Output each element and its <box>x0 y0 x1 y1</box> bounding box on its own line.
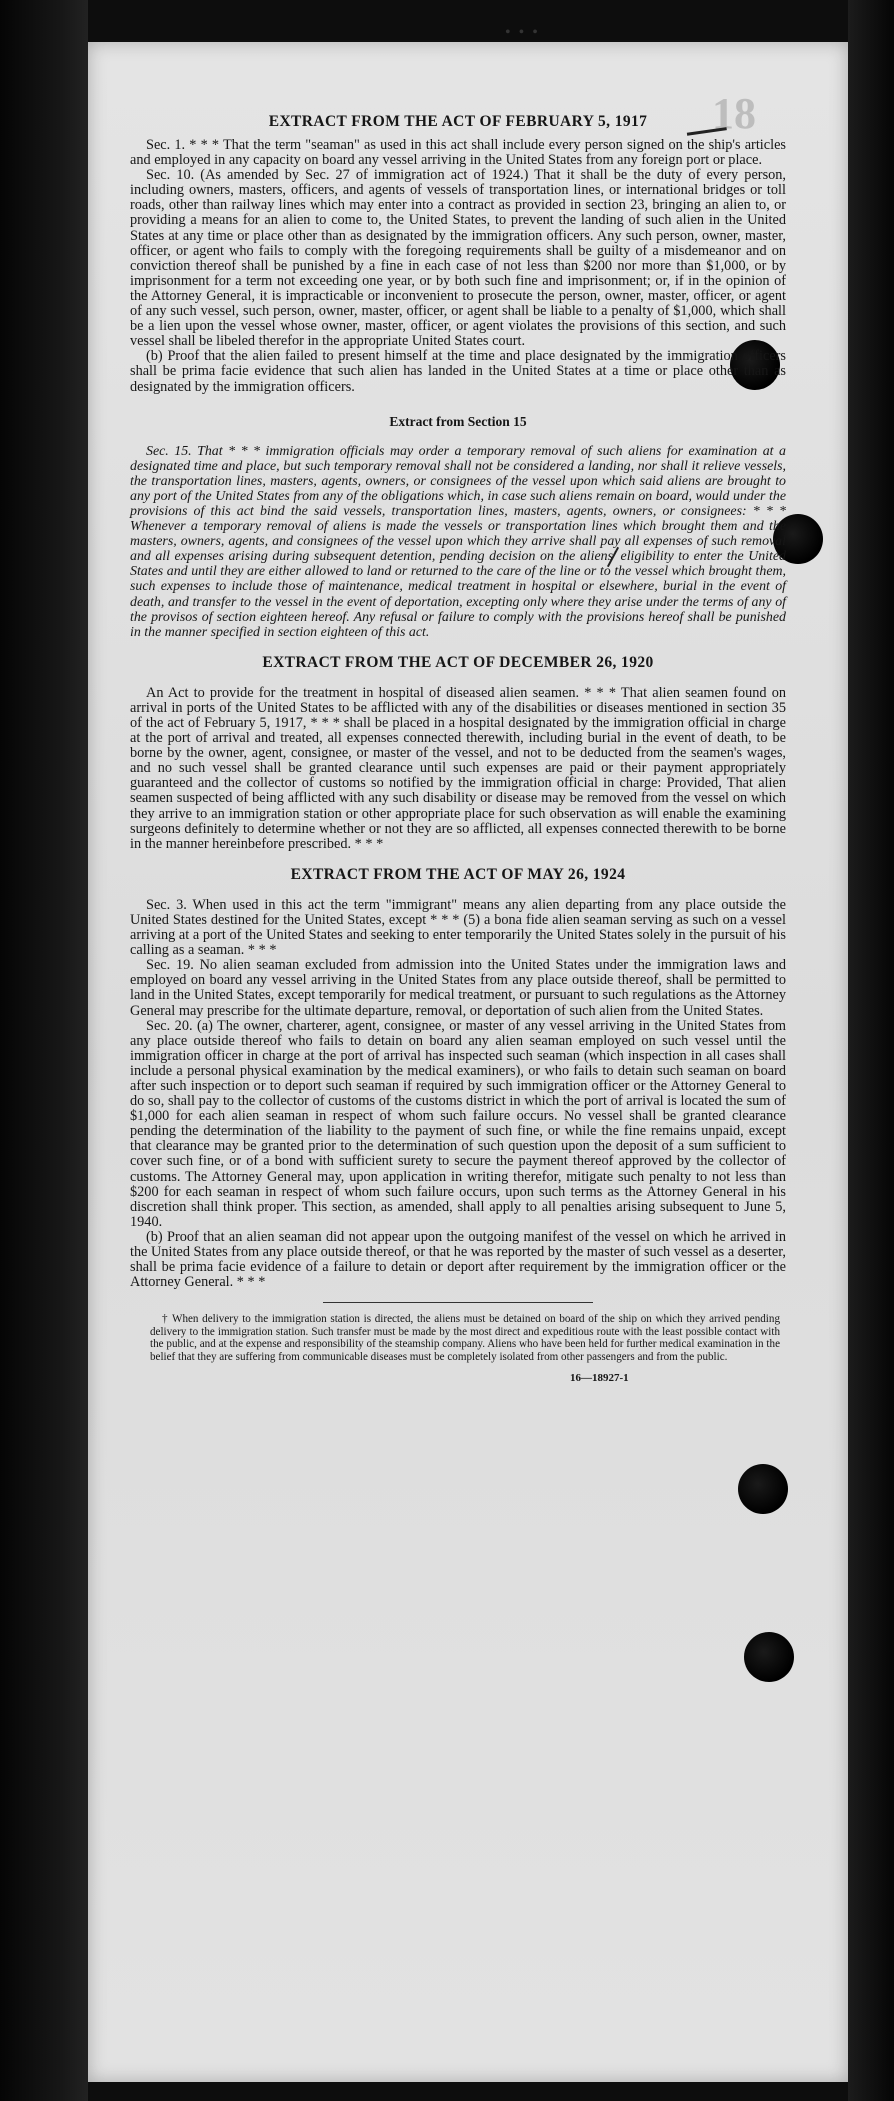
heading-act-dec-1920: EXTRACT FROM THE ACT OF DECEMBER 26, 1920 <box>262 653 654 671</box>
paragraph-sec-19: Sec. 19. No alien seaman excluded from admission into the United States under the immigration laws and employed on board any vessel arriving in the United States from any place outside thereof, shall be permitted to land in the United States, except temporarily for medical treatment, or pursuant to such regulations as the Attorney General may prescribe for the ultimate departure, removal, or deportation of such alien from the United States. <box>130 957 786 1019</box>
heading-act-feb-1917: EXTRACT FROM THE ACT OF FEBRUARY 5, 1917 <box>268 113 648 130</box>
paragraph-sec-20-b: (b) Proof that an alien seaman did not appear upon the outgoing manifest of the vessel on which he arrived in the United States from any place outside thereof, or that he was reported by the master of such vessel as a deserter, shall be prima facie evidence of a failure to detain or deport after requirement by the immigration officer or the Attorney General. * * * <box>130 1228 786 1291</box>
footnote: † When delivery to the immigration station is directed, the aliens must be detained on board of the ship on which they arrived pending delivery to the immigration station. Such transfer must be made by the most direct and expeditious route with the least possible contact with the public, and at the expense and responsibility of the steamship company. Aliens who have been held for further medical examination in the belief that they are suffering from communicable diseases must be completely isolated from other passengers and from the public. <box>150 1313 780 1364</box>
paragraph-sec-10: Sec. 10. (As amended by Sec. 27 of immigration act of 1924.) That it shall be the duty of every person, including owners, masters, officers, and agents of vessels of transportation lines, or international bridges or toll roads, other than railway lines which may enter into a contract as provided in section 23, bringing an alien to, or providing a means for an alien to come to, the United States, to prevent the landing of such alien in the United States at any time or place other than as designated by the immigration officers. Any such person, owner, master, officer, or agent who fails to comply with the foregoing requirements shall be guilty of a misdemeanor and on conviction thereof shall be punished by a fine in each case of not less than $200 nor more than $1,000, or by imprisonment for a term not exceeding one year, or by both such fine and imprisonment; or, if in the opinion of the Attorney General, it is impracticable or inconvenient to prosecute the person, owner, master, officer, or agent of any such vessel, such person, owner, master, officer, or agent shall be liable to a penalty of $1,000, which shall be a lien upon the vessel whose owner, master, officer, or agent violates the provisions of this section, and such vessel shall be libeled therefor in the appropriate United States court. <box>130 167 786 350</box>
paragraph-sec-15: Sec. 15. That * * * immigration officials may order a temporary removal of such aliens for examination at a designated time and place, but such temporary removal shall not be considered a landing, nor shall it relieve vessels, the transportation lines, masters, agents, owners, or consignees of the vessel upon which said aliens are brought to any port of the United States from any of the obligations which, in case such aliens remain on board, would under the provisions of this act bind the said vessels, transportation lines, masters, agents, owners, or consignees: * * * Whenever a temporary removal of aliens is made the vessels or transportation lines which brought them and the masters, owners, agents, and consignees of the vessel upon which they arrive shall pay all expenses of such removal and all expenses arising during subsequent detention, pending decision on the aliens' eligibility to enter the United States and until they are either allowed to land or returned to the care of the line or to the vessel which brought them, such expenses to include those of maintenance, medical treatment in hospital or elsewhere, burial in the event of death, and transfer to the vessel in the event of deportation, excepting only where they arise under the terms of any of the provisos of section eighteen hereof. Any refusal or failure to comply with the provisions hereof shall be punished in the manner specified in section eighteen of this act. <box>130 443 786 640</box>
top-dots-mark: • • • <box>505 24 540 41</box>
form-number: 16—18927-1 <box>570 1371 629 1384</box>
heading-act-may-1924: EXTRACT FROM THE ACT OF MAY 26, 1924 <box>290 865 626 883</box>
heading-extract-section-15: Extract from Section 15 <box>389 413 527 429</box>
paragraph-sec-10-b: (b) Proof that the alien failed to present himself at the time and place designated by the immigration officers shall be prima facie evidence that such alien has landed in the United States at a time or place other than as designated by the immigration officers. <box>130 348 786 395</box>
faint-bleed-through-mark: 18 <box>712 89 756 138</box>
punch-hole-3 <box>738 1464 788 1514</box>
paragraph-act-1920: An Act to provide for the treatment in hospital of diseased alien seamen. * * * That alien seamen found on arrival in ports of the United States to be afflicted with any of the disabilities or diseases mentioned in section 35 of the act of February 5, 1917, * * * shall be placed in a hospital designated by the immigration official in charge at the port of arrival and treated, all expenses connected therewith, including burial in the event of death, to be borne by the owner, agent, consignee, or master of the vessel, and not to be deducted from the seamen's wages, and no such vessel shall be granted clearance until such expenses are paid or their payment appropriately guaranteed and the collector of customs so notified by the immigration official in charge: Provided, That alien seamen suspected of being afflicted with any such disability or disease may be removed from the vessel on which they arrive to an immigration station or other appropriate place for such observation as will enable the examining surgeons definitely to determine whether or not they are so afflicted, all expenses connected therewith to be borne in the manner hereinbefore prescribed. * * * <box>130 684 786 852</box>
punch-hole-4 <box>744 1632 794 1682</box>
footnote-divider <box>323 1302 593 1303</box>
document-body <box>130 112 786 1384</box>
scan-border-right <box>848 0 894 2101</box>
scan-border-left <box>0 0 88 2101</box>
paragraph-sec-20-a: Sec. 20. (a) The owner, charterer, agent, consignee, or master of any vessel arriving in the United States from any place outside thereof who fails to detain on board any alien seaman employed on such vessel until the immigration officer in charge at the port of arrival has inspected such seaman (which inspection in all cases shall include a personal physical examination by the medical examiners), or who fails to detain such seaman on board after such inspection or to deport such seaman if required by such immigration officer or the Attorney General to do so, shall pay to the collector of customs of the customs district in which the port of arrival is located the sum of $1,000 for each alien seaman in respect of whom such failure occurs. No vessel shall be granted clearance pending the determination of the liability to the payment of such fine, or while the fine remains unpaid, except that clearance may be granted prior to the determination of such question upon the deposit of a sum sufficient to cover such fine, or of a bond with sufficient surety to secure the payment thereof approved by the collector of customs. The Attorney General may, upon application in writing therefor, mitigate such penalty to not less than $200 for each seaman in respect of whom such failure occurs, upon such terms as the Attorney General in his discretion shall think proper. This section, as amended, shall apply to all penalties arising subsequent to June 5, 1940. <box>130 1017 786 1230</box>
paragraph-sec-3: Sec. 3. When used in this act the term "immigrant" means any alien departing from any place outside the United States destined for the United States, except * * * (5) a bona fide alien seaman serving as such on a vessel arriving at a port of the United States and seeking to enter temporarily the United States solely in the pursuit of his calling as a seaman. * * * <box>130 896 786 959</box>
paragraph-sec-1: Sec. 1. * * * That the term "seaman" as used in this act shall include every person signed on the ship's articles and employed in any capacity on board any vessel arriving in the United States from any foreign port or place. <box>130 137 786 169</box>
